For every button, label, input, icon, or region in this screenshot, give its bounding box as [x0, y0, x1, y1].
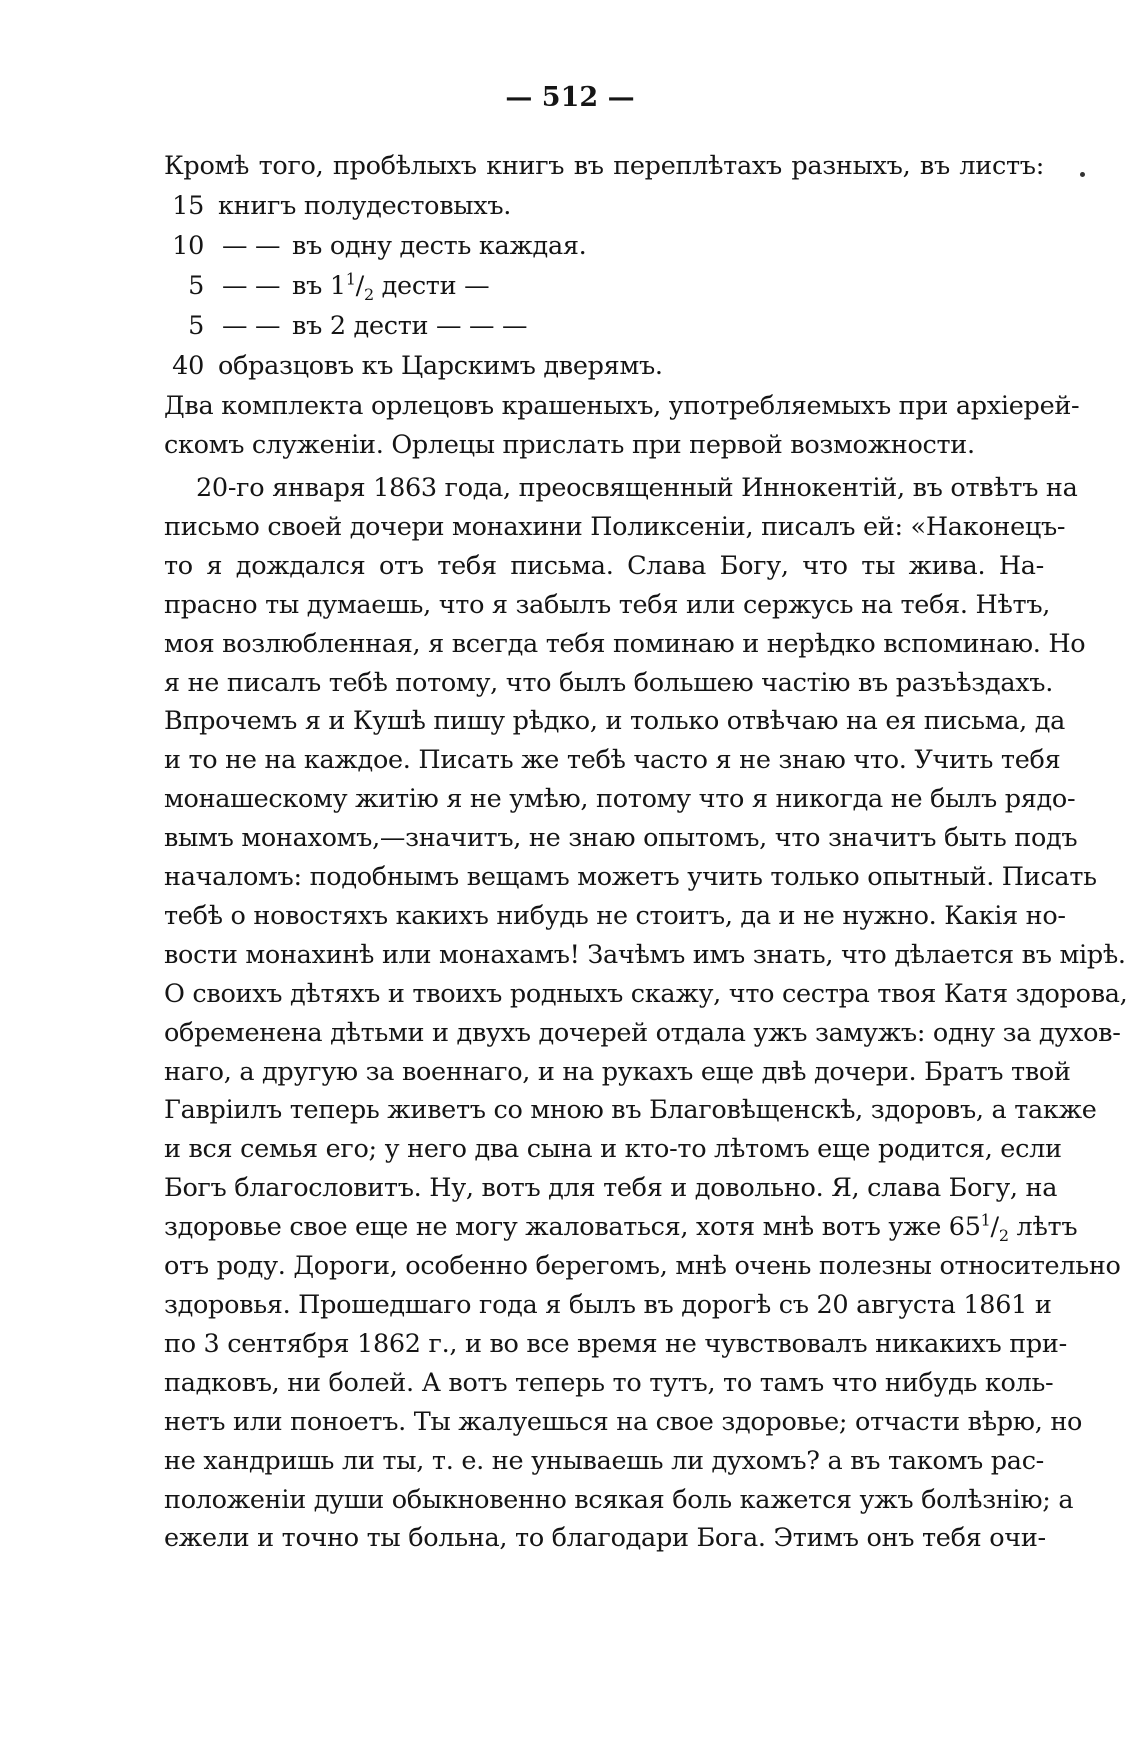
age-line-start: здоровье свое еще не могу жаловаться, хотя мнѣ вотъ уже 65: [164, 1212, 981, 1242]
list-text: въ 1: [292, 271, 346, 301]
fraction-numerator: 1: [345, 269, 356, 289]
text-line: вости монахинѣ или монахамъ! Зачѣмъ имъ знать, что дѣлается въ мірѣ.: [164, 940, 1126, 970]
list-item: [164, 228, 1044, 264]
list-dashes: — —: [222, 311, 281, 341]
list-dashes: — —: [222, 231, 281, 261]
text-line: Богъ благословитъ. Ну, вотъ для тебя и довольно. Я, слава Богу, на: [164, 1173, 1058, 1203]
text-line: моя возлюбленная, я всегда тебя поминаю и нерѣдко вспоминаю. Но: [164, 629, 1086, 659]
age-line-end: лѣтъ: [1008, 1212, 1078, 1242]
text-line: Гавріилъ теперь живетъ со мною въ Благовѣщенскѣ, здоровъ, а также: [164, 1095, 1097, 1125]
fraction-denominator: 2: [363, 285, 374, 305]
text-line: вымъ монахомъ,—значитъ, не знаю опытомъ, что значитъ быть подъ: [164, 823, 1078, 853]
list-item: [164, 188, 1044, 224]
text-line: не хандришь ли ты, т. е. не унываешь ли духомъ? а въ такомъ рас-: [164, 1446, 1044, 1476]
text-line: здоровья. Прошедшаго года я былъ въ дорогѣ съ 20 августа 1861 и: [164, 1290, 1052, 1320]
list-number: 10: [172, 231, 204, 261]
text-line: нетъ или поноетъ. Ты жалуешься на свое здоровье; отчасти вѣрю, но: [164, 1407, 1083, 1437]
fraction-denominator: 2: [998, 1226, 1009, 1246]
text-line-with-fraction: здоровье свое еще не могу жаловаться, хотя мнѣ вотъ уже $65^1/_2$ лѣтъ: [164, 1210, 1078, 1246]
text-line: ежели и точно ты больна, то благодари Бога. Этимъ онъ тебя очи-: [164, 1523, 1046, 1553]
list-item: [164, 348, 1044, 384]
ink-speck: [1080, 172, 1085, 177]
text-line: Два комплекта орлецовъ крашеныхъ, употребляемыхъ при архіерей-: [164, 391, 1080, 421]
text-line: началомъ: подобнымъ вещамъ можетъ учить только опытный. Писать: [164, 862, 1097, 892]
paragraph-first-line: 20-го января 1863 года, преосвященный Иннокентій, въ отвѣтъ на: [196, 473, 1078, 503]
text-line: наго, а другую за военнаго, и на рукахъ еще двѣ дочери. Братъ твой: [164, 1057, 1071, 1087]
list-number: 5: [188, 271, 204, 301]
text-line: О своихъ дѣтяхъ и твоихъ родныхъ скажу, что сестра твоя Катя здорова,: [164, 979, 1128, 1009]
list-item: [164, 308, 1044, 344]
list-number: 5: [188, 311, 204, 341]
list-number: 15: [172, 191, 204, 221]
intro-line: Кромѣ того, пробѣлыхъ книгъ въ переплѣтахъ разныхъ, въ листъ:: [164, 151, 1044, 181]
text-line: падковъ, ни болей. А вотъ теперь то тутъ, то тамъ что нибудь коль-: [164, 1368, 1054, 1398]
list-text: въ 2 дести — — —: [292, 311, 528, 341]
list-text: образцовъ къ Царскимъ дверямъ.: [218, 351, 663, 381]
text-line: и то не на каждое. Писать же тебѣ часто я не знаю что. Учить тебя: [164, 745, 1061, 775]
text-line: тебѣ о новостяхъ какихъ нибудь не стоитъ, да и не нужно. Какія но-: [164, 901, 1066, 931]
text-line: то я дождался отъ тебя письма. Слава Богу, что ты жива. На-: [164, 551, 1044, 581]
list-dashes: — —: [222, 271, 281, 301]
text-line: обременена дѣтьми и двухъ дочерей отдала ужъ замужъ: одну за духов-: [164, 1018, 1121, 1048]
text-line: и вся семья его; у него два сына и кто-то лѣтомъ еще родится, если: [164, 1134, 1062, 1164]
page-number: — 512 —: [505, 82, 635, 113]
list-text: въ одну десть каждая.: [292, 231, 587, 261]
text-line: я не писалъ тебѣ потому, что былъ большею частію въ разъѣздахъ.: [164, 668, 1054, 698]
text-line: по 3 сентября 1862 г., и во все время не чувствовалъ никакихъ при-: [164, 1329, 1067, 1359]
text-line: отъ роду. Дороги, особенно берегомъ, мнѣ очень полезны относительно: [164, 1251, 1121, 1281]
text-line: прасно ты думаешь, что я забылъ тебя или сержусь на тебя. Нѣтъ,: [164, 590, 1051, 620]
list-item: 5 — — въ $1^1/_2$ дести —: [164, 268, 1044, 304]
list-number: 40: [172, 351, 204, 381]
text-line: положеніи души обыкновенно всякая боль кажется ужъ болѣзнію; а: [164, 1485, 1074, 1515]
text-line: письмо своей дочери монахини Поликсеніи, писалъ ей: «Наконецъ-: [164, 512, 1066, 542]
list-text-tail: дести —: [373, 271, 490, 301]
fraction-numerator: 1: [980, 1210, 991, 1230]
text-line: монашескому житію я не умѣю, потому что я никогда не былъ рядо-: [164, 784, 1076, 814]
text-line: Впрочемъ я и Кушѣ пишу рѣдко, и только отвѣчаю на ея письма, да: [164, 706, 1066, 736]
list-text: книгъ полудестовыхъ.: [218, 191, 512, 221]
text-line: скомъ служеніи. Орлецы прислать при первой возможности.: [164, 430, 975, 460]
